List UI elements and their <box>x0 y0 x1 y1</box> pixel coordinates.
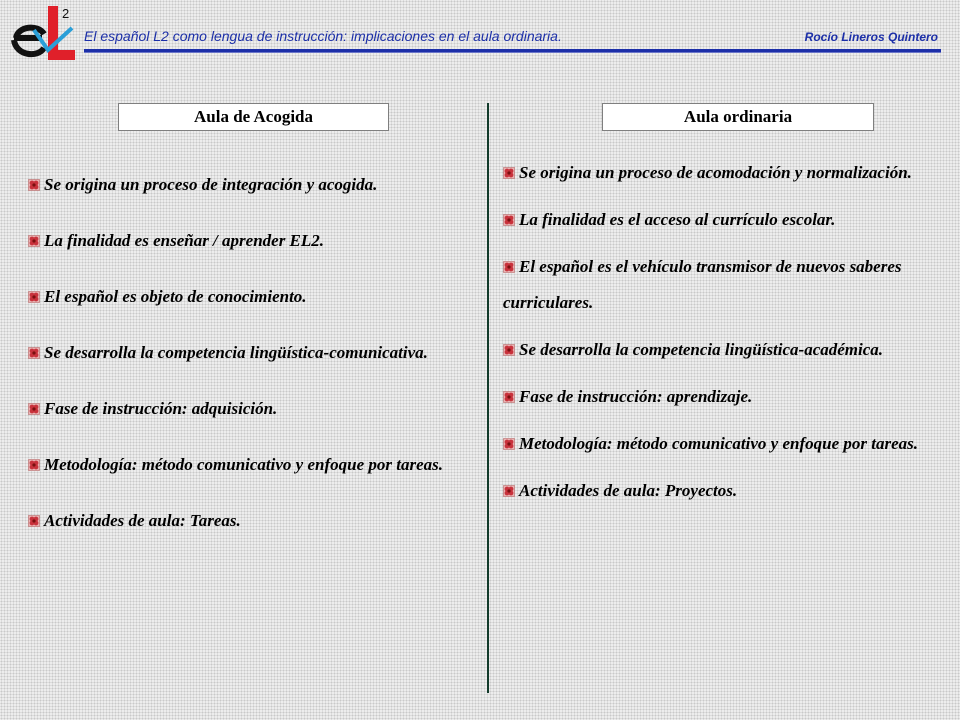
list-item <box>28 222 468 259</box>
presentation-title: El español L2 como lengua de instrucción: implicaciones en el aula ordinaria. <box>84 28 562 44</box>
list-item-text: Fase de instrucción: adquisición. <box>44 399 278 418</box>
list-item-text: Se desarrolla la competencia lingüística-académica. <box>519 340 884 359</box>
aula-ordinaria-list <box>503 155 943 520</box>
list-item-text: El español es objeto de conocimiento. <box>44 287 307 306</box>
flower-bullet-icon <box>28 403 40 415</box>
list-item <box>503 332 943 368</box>
aula-acogida-list <box>28 166 468 558</box>
list-item <box>28 278 468 315</box>
list-item-text: La finalidad es el acceso al currículo escolar. <box>519 210 836 229</box>
list-item-text: Fase de instrucción: aprendizaje. <box>519 387 753 406</box>
list-item-text: Actividades de aula: Proyectos. <box>519 481 738 500</box>
flower-bullet-icon <box>503 391 515 403</box>
flower-bullet-icon <box>503 214 515 226</box>
flower-bullet-icon <box>28 179 40 191</box>
flower-bullet-icon <box>28 459 40 471</box>
list-item <box>28 390 468 427</box>
flower-bullet-icon <box>28 235 40 247</box>
list-item-text: La finalidad es enseñar / aprender EL2. <box>44 231 325 250</box>
flower-bullet-icon <box>503 344 515 356</box>
list-item-text: El español es el vehículo transmisor de nuevos saberes curriculares. <box>503 257 902 312</box>
flower-bullet-icon <box>503 167 515 179</box>
list-item <box>503 202 943 238</box>
flower-bullet-icon <box>28 347 40 359</box>
column-divider <box>487 103 489 693</box>
list-item <box>28 166 468 203</box>
list-item <box>503 249 943 321</box>
list-item <box>28 334 468 371</box>
flower-bullet-icon <box>28 515 40 527</box>
list-item-text: Actividades de aula: Tareas. <box>44 511 241 530</box>
list-item-text: Metodología: método comunicativo y enfoque por tareas. <box>519 434 918 453</box>
list-item <box>503 155 943 191</box>
column-title-aula-ordinaria: Aula ordinaria <box>602 103 874 131</box>
flower-bullet-icon <box>503 261 515 273</box>
header-rule <box>84 49 941 53</box>
list-item <box>503 426 943 462</box>
list-item <box>503 379 943 415</box>
el2-logo <box>8 2 78 72</box>
list-item <box>503 473 943 509</box>
column-title-aula-acogida: Aula de Acogida <box>118 103 389 131</box>
author-name: Rocío Lineros Quintero <box>804 30 938 44</box>
flower-bullet-icon <box>28 291 40 303</box>
list-item-text: Metodología: método comunicativo y enfoque por tareas. <box>44 455 443 474</box>
list-item-text: Se origina un proceso de acomodación y normalización. <box>519 163 912 182</box>
list-item-text: Se origina un proceso de integración y acogida. <box>44 175 378 194</box>
list-item <box>28 502 468 539</box>
list-item-text: Se desarrolla la competencia lingüística-comunicativa. <box>44 343 428 362</box>
list-item <box>28 446 468 483</box>
flower-bullet-icon <box>503 485 515 497</box>
logo-superscript: 2 <box>62 6 70 21</box>
flower-bullet-icon <box>503 438 515 450</box>
